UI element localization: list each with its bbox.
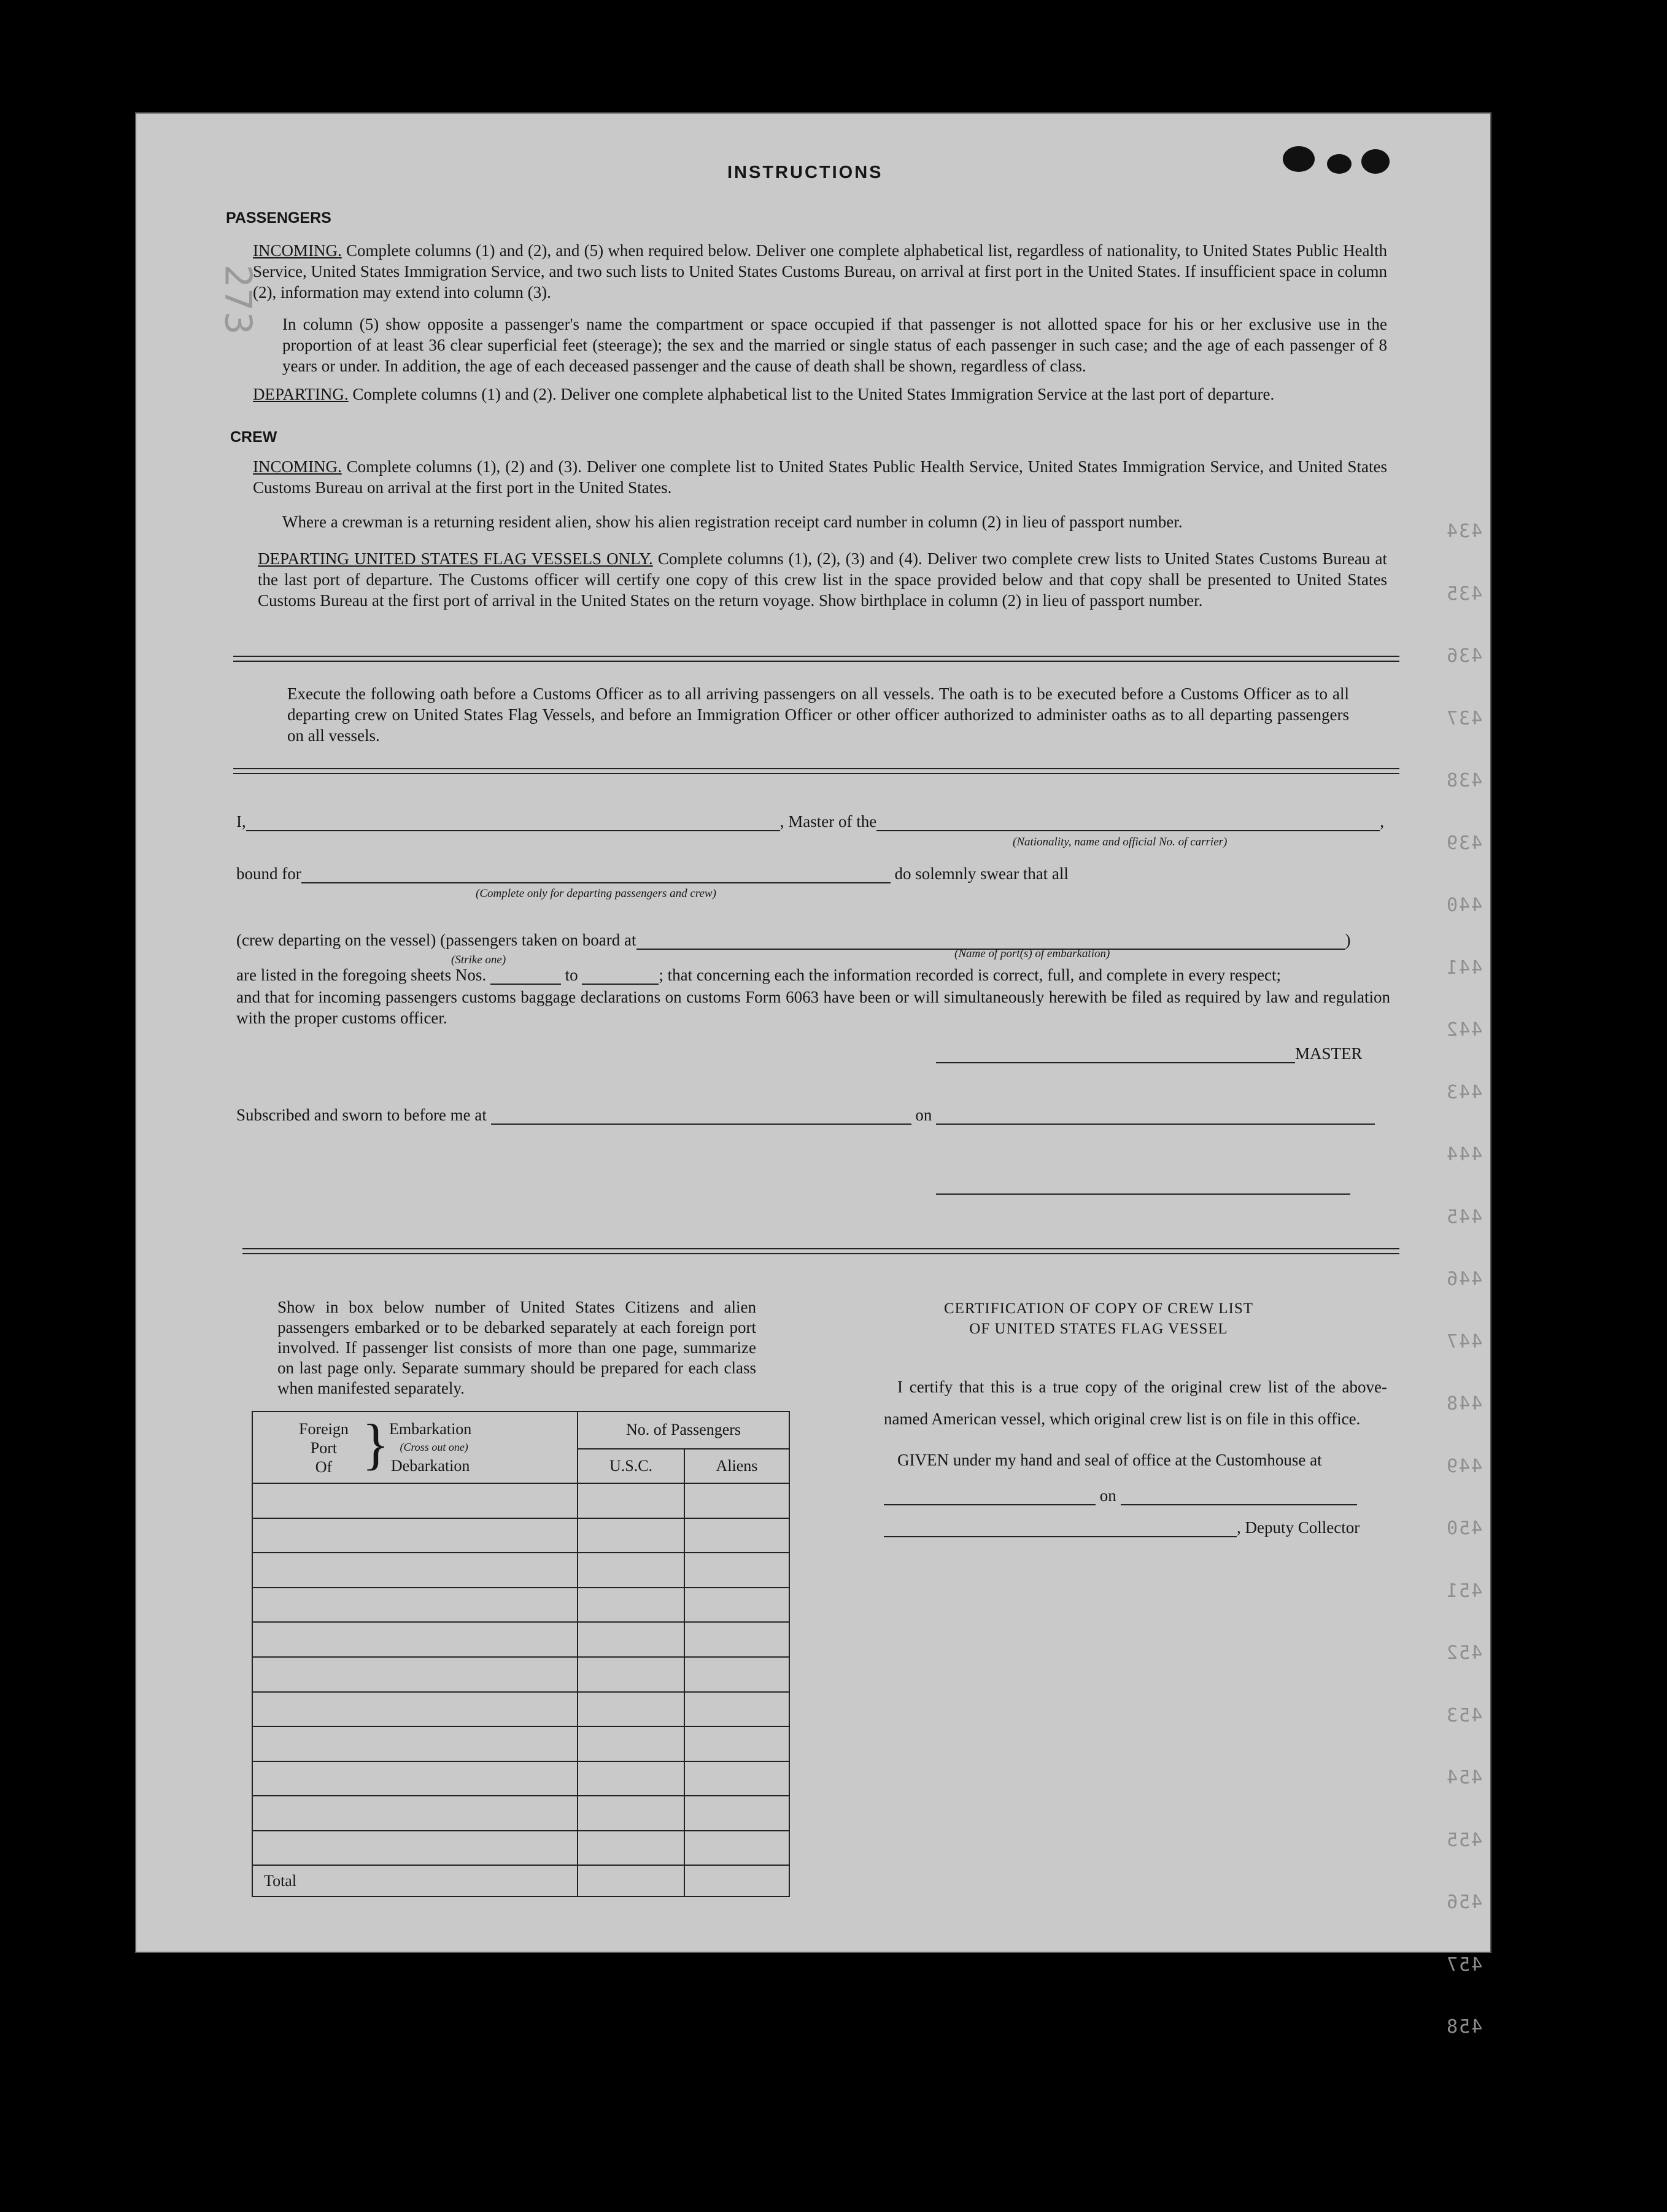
- bleed-row-number: 458: [1445, 2016, 1483, 2038]
- bleed-row-number: 449: [1445, 1455, 1483, 1477]
- aliens-cell[interactable]: [684, 1692, 789, 1727]
- bleed-row-number: 434: [1445, 521, 1483, 542]
- summary-row: [252, 1796, 789, 1831]
- passengers-incoming-label: INCOMING.: [253, 241, 342, 260]
- certification-title-line-1: CERTIFICATION OF COPY OF CREW LIST: [943, 1300, 1254, 1317]
- summary-row: [252, 1761, 789, 1796]
- bleed-row-number: 437: [1445, 707, 1483, 729]
- usc-cell[interactable]: [578, 1796, 684, 1831]
- usc-header: U.S.C.: [578, 1449, 684, 1484]
- port-cell[interactable]: [252, 1657, 578, 1692]
- are-listed-label: are listed in the foregoing sheets Nos.: [236, 966, 487, 984]
- bleed-row-number: 457: [1445, 1954, 1483, 1976]
- crew-departing-paragraph: [258, 548, 1387, 611]
- aliens-cell[interactable]: [684, 1553, 789, 1588]
- passengers-column5-paragraph: In column (5) show opposite a passenger's name the compartment or space occupied if that passenger is not allotted space for his or her exclusive use in the proportion of at least 36 clear superficial feet (steerage); the sex and the married or single status of each passenger in such case; and the age of each passenger of 8 years or under. In addition, the age of each deceased passenger and the cause of death shall be shown, regardless of class.: [282, 315, 1387, 375]
- summary-row: [252, 1726, 789, 1761]
- bleed-row-number: 454: [1445, 1767, 1483, 1788]
- solemnly-swear-label: do solemnly swear that all: [894, 864, 1069, 883]
- usc-cell[interactable]: [578, 1553, 684, 1588]
- usc-cell[interactable]: [578, 1726, 684, 1761]
- usc-cell[interactable]: [578, 1831, 684, 1866]
- strike-one-caption: (Strike one): [451, 953, 506, 966]
- crew-incoming-text: Complete columns (1), (2) and (3). Deliver one complete list to United States Public Health Service, United States Immigration Service, and United States Customs Bureau on arrival at the first port in the United States.: [253, 457, 1388, 497]
- certification-text: I certify that this is a true copy of the original crew list of the above-named American vessel, which original crew list is on file in this office.: [884, 1378, 1387, 1428]
- bleed-row-number: 440: [1445, 895, 1483, 916]
- bleed-row-number: 450: [1445, 1518, 1483, 1539]
- oath-continuation: and that for incoming passengers customs baggage declarations on customs Form 6063 have been or will simultaneously herewith be filed as required by law and regulation with the proper customs officer.: [236, 988, 1390, 1027]
- summary-instruction: Show in box below number of United States Citizens and alien passengers embarked or to be debarked separately at each foreign port involved. If passenger list consists of more than one page, summarize on last page only. Separate summary should be prepared for each class when manifested separately.: [277, 1298, 756, 1397]
- summary-row: [252, 1483, 789, 1518]
- aliens-cell[interactable]: [684, 1796, 789, 1831]
- port-cell[interactable]: [252, 1483, 578, 1518]
- bleed-row-number: 456: [1445, 1892, 1483, 1913]
- carrier-caption: (Nationality, name and official No. of carrier): [1013, 836, 1228, 848]
- summary-row: [252, 1657, 789, 1692]
- master-of-the-label: , Master of the: [779, 812, 877, 831]
- bound-for-field[interactable]: [301, 882, 891, 883]
- bleed-row-number: 439: [1445, 832, 1483, 854]
- aliens-cell[interactable]: [684, 1831, 789, 1866]
- usc-cell[interactable]: [578, 1622, 684, 1657]
- bound-for-caption: (Complete only for departing passengers and crew): [476, 887, 716, 900]
- summary-row: [252, 1622, 789, 1657]
- total-usc-cell[interactable]: [578, 1865, 684, 1896]
- certification-on-label: on: [1099, 1486, 1116, 1505]
- usc-cell[interactable]: [578, 1518, 684, 1553]
- on-label: on: [915, 1106, 932, 1124]
- bleed-row-number: 435: [1445, 583, 1483, 605]
- customhouse-field[interactable]: [884, 1504, 1096, 1505]
- summary-row: [252, 1692, 789, 1727]
- concerning-text: ; that concerning each the information recorded is correct, full, and complete in every respect;: [659, 966, 1281, 984]
- cross-out-caption: (Cross out one): [400, 1441, 468, 1453]
- bleed-row-number: 455: [1445, 1829, 1483, 1851]
- passengers-departing-label: DEPARTING.: [253, 385, 349, 403]
- port-header: Port: [310, 1439, 338, 1457]
- aliens-cell[interactable]: [684, 1483, 789, 1518]
- aliens-cell[interactable]: [684, 1726, 789, 1761]
- certification-title-line-2: OF UNITED STATES FLAG VESSEL: [969, 1321, 1228, 1337]
- ports-caption: (Name of port(s) of embarkation): [954, 947, 1110, 960]
- bleed-row-number: 452: [1445, 1642, 1483, 1664]
- bleed-row-number: 441: [1445, 957, 1483, 979]
- certification-date-field[interactable]: [1121, 1504, 1357, 1505]
- passengers-incoming-text: Complete columns (1) and (2), and (5) when required below. Deliver one complete alphabetical list, regardless of nationality, to United States Public Health Service, United States Immigration Service, and two such lists to United States Customs Bureau, on arrival at first port in the United States. If insufficient space in column (2), information may extend into column (3).: [253, 241, 1387, 301]
- certification-title: [933, 1298, 1264, 1339]
- bleed-row-number: 438: [1445, 770, 1483, 791]
- divider: [242, 1248, 1399, 1254]
- divider: [233, 656, 1399, 662]
- bleed-row-number: 453: [1445, 1704, 1483, 1726]
- usc-cell[interactable]: [578, 1657, 684, 1692]
- total-label: Total: [252, 1865, 578, 1896]
- master-signature-line: [936, 1044, 1363, 1063]
- usc-cell[interactable]: [578, 1483, 684, 1518]
- oath-i-label: I,: [236, 812, 246, 831]
- sworn-date-field[interactable]: [936, 1123, 1375, 1125]
- ink-blot: [1361, 149, 1390, 174]
- sheet-to-field[interactable]: [582, 984, 659, 985]
- passengers-heading: PASSENGERS: [226, 209, 331, 227]
- carrier-field[interactable]: [876, 830, 1380, 831]
- bleed-row-number: 443: [1445, 1081, 1483, 1103]
- port-cell[interactable]: [252, 1553, 578, 1588]
- margin-stamp-number: 273: [216, 264, 260, 335]
- deputy-collector-signature-field[interactable]: [884, 1536, 1237, 1537]
- port-cell[interactable]: [252, 1588, 578, 1623]
- certification-given-text: GIVEN under my hand and seal of office at the Customhouse at: [897, 1451, 1322, 1469]
- ink-blot: [1283, 146, 1315, 172]
- bound-for-label: bound for: [236, 864, 301, 883]
- crew-incoming-label: INCOMING.: [253, 457, 342, 476]
- to-label: to: [565, 966, 578, 984]
- deputy-collector-line: [884, 1518, 1360, 1537]
- crew-heading: CREW: [230, 429, 277, 446]
- passenger-summary-table: [252, 1411, 790, 1897]
- crew-resident-paragraph: Where a crewman is a returning resident alien, show his alien registration receipt card number in column (2) in lieu of passport number.: [282, 513, 1183, 531]
- aliens-cell[interactable]: [684, 1588, 789, 1623]
- deputy-collector-label: , Deputy Collector: [1237, 1518, 1360, 1537]
- total-aliens-cell[interactable]: [684, 1865, 789, 1896]
- aliens-header: Aliens: [684, 1449, 789, 1484]
- divider: [233, 768, 1399, 774]
- bleed-row-number: 447: [1445, 1330, 1483, 1352]
- crew-incoming-paragraph: [253, 456, 1387, 498]
- oath-intro-paragraph: Execute the following oath before a Customs Officer as to all arriving passengers on all vessels. The oath is to be executed before a Customs Officer as to all departing crew on United States Flag Vessels, and before an Immigration Officer or other officer authorized to administer oaths as to all departing passengers on all vessels.: [287, 685, 1349, 745]
- summary-header-row: [252, 1411, 789, 1449]
- bleed-row-number: 451: [1445, 1580, 1483, 1602]
- certification-date-line: [884, 1486, 1357, 1505]
- bleed-row-number: 446: [1445, 1268, 1483, 1290]
- crew-departing-label: DEPARTING UNITED STATES FLAG VESSELS ONLY.: [258, 549, 653, 568]
- passengers-incoming-paragraph: [253, 240, 1387, 303]
- aliens-cell[interactable]: [684, 1761, 789, 1796]
- port-cell[interactable]: [252, 1761, 578, 1796]
- summary-rows: [252, 1483, 789, 1865]
- bleed-row-number: 444: [1445, 1144, 1483, 1165]
- of-header: Of: [315, 1458, 333, 1476]
- oath-line-1: I, , Master of the ,: [236, 812, 1384, 831]
- no-passengers-header: No. of Passengers: [578, 1411, 789, 1449]
- port-cell[interactable]: [252, 1726, 578, 1761]
- passengers-departing-paragraph: [253, 384, 1387, 405]
- port-cell[interactable]: [252, 1796, 578, 1831]
- summary-row: [252, 1588, 789, 1623]
- master-name-field[interactable]: [246, 830, 780, 831]
- bleed-row-number: 448: [1445, 1393, 1483, 1415]
- page-title: INSTRUCTIONS: [727, 163, 883, 182]
- sworn-place-field[interactable]: [491, 1123, 911, 1125]
- port-cell[interactable]: [252, 1692, 578, 1727]
- summary-row: [252, 1518, 789, 1553]
- master-signature-field[interactable]: [936, 1062, 1295, 1063]
- summary-row: [252, 1831, 789, 1866]
- usc-cell[interactable]: [578, 1588, 684, 1623]
- document-page: [135, 112, 1491, 2038]
- port-cell[interactable]: [252, 1518, 578, 1553]
- master-label: MASTER: [1295, 1044, 1363, 1063]
- debarkation-header: Debarkation: [390, 1457, 470, 1475]
- passengers-departing-text: Complete columns (1) and (2). Deliver one complete alphabetical list to the United States Immigration Service at the last port of departure.: [352, 385, 1275, 403]
- embarkation-header: Embarkation: [389, 1420, 472, 1438]
- bleed-row-number: 442: [1445, 1019, 1483, 1041]
- port-cell[interactable]: [252, 1831, 578, 1866]
- sworn-officer-signature-field[interactable]: [936, 1193, 1350, 1195]
- aliens-cell[interactable]: [684, 1657, 789, 1692]
- foreign-header: Foreign: [299, 1420, 349, 1438]
- bleed-row-number: 445: [1445, 1206, 1483, 1228]
- subscribed-line: [236, 1106, 1375, 1125]
- oath-line-2: [236, 864, 1069, 883]
- port-header-cell: Foreign Port Of } Embarkation (Cross out one) Debarkation: [252, 1411, 578, 1483]
- oath-line-4: [236, 966, 1390, 985]
- oath-line-3: (crew departing on the vessel) (passengers taken on board at ): [236, 931, 1351, 949]
- usc-cell[interactable]: [578, 1692, 684, 1727]
- aliens-cell[interactable]: [684, 1622, 789, 1657]
- aliens-cell[interactable]: [684, 1518, 789, 1553]
- summary-total-row: [252, 1865, 789, 1896]
- subscribed-label: Subscribed and sworn to before me at: [236, 1106, 487, 1124]
- crew-departing-text: Complete columns (1), (2), (3) and (4). Deliver two complete crew lists to United States Customs Bureau at the last port of departure. The Customs officer will certify one copy of this crew list in the space provided below and that copy shall be presented to United States Customs Bureau at the first port of arrival in the United States on the return voyage. Show birthplace in column (2) in lieu of passport number.: [258, 549, 1387, 610]
- summary-row: [252, 1553, 789, 1588]
- sheet-from-field[interactable]: [490, 984, 561, 985]
- ink-blot: [1327, 154, 1352, 174]
- crew-departing-label: (crew departing on the vessel) (passengers taken on board at: [236, 931, 636, 949]
- bleed-row-number: 436: [1445, 645, 1483, 667]
- port-cell[interactable]: [252, 1622, 578, 1657]
- usc-cell[interactable]: [578, 1761, 684, 1796]
